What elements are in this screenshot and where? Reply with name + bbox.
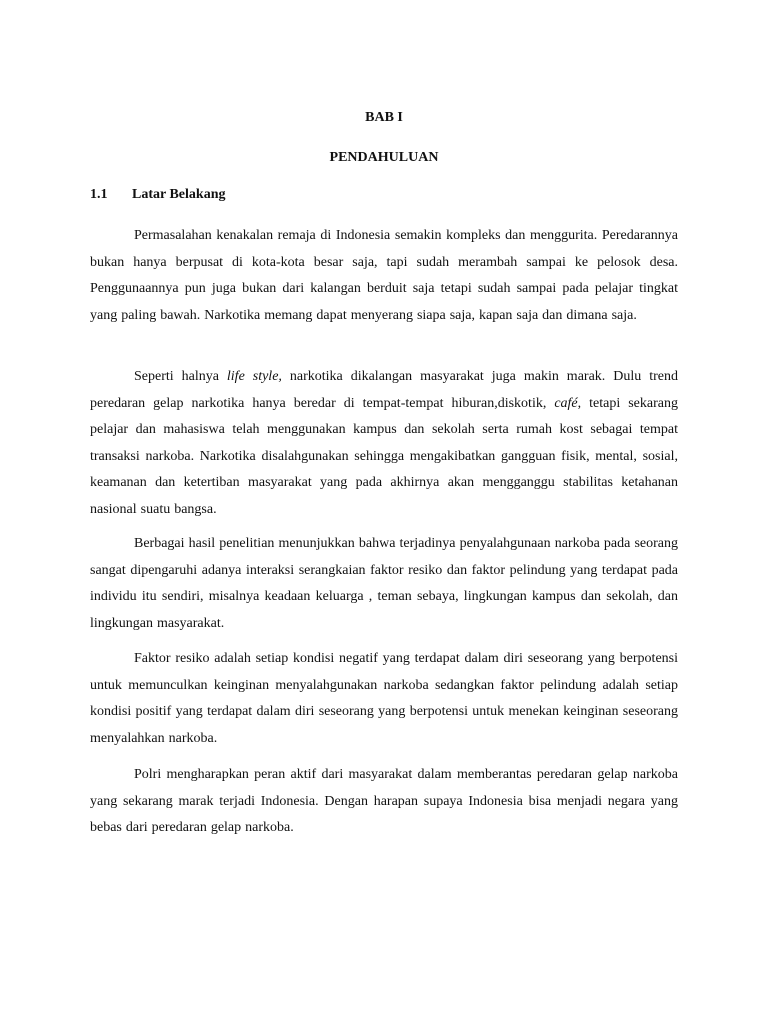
- paragraph-2-italic-cafe: café: [554, 395, 578, 411]
- paragraph-4: Faktor resiko adalah setiap kondisi negatif yang terdapat dalam diri seseorang yang berpotensi untuk memunculkan keinginan menyalahgunakan narkoba sedangkan faktor pelindung adalah setiap kondisi positif yang terdapat dalam diri seseorang yang berpotensi untuk menekan keinginan seseorang menyalahkan narkoba.: [90, 651, 678, 746]
- paragraph-1: Permasalahan kenakalan remaja di Indonesia semakin kompleks dan menggurita. Peredarannya bukan hanya berpusat di kota-kota besar saja, tapi sudah merambah sampai ke pelosok desa. Penggunaannya pun juga bukan dari kalangan berduit saja tetapi sudah sampai pada pelajar tingkat yang paling bawah. Narkotika memang dapat menyerang siapa saja, kapan saja dan dimana saja.: [90, 228, 678, 323]
- paragraph-2-part-3: , tetapi sekarang pelajar dan mahasiswa telah menggunakan kampus dan sekolah serta rumah kost sebagai tempat transaksi narkoba. Narkotika disalahgunakan sehingga mengakibatkan gangguan fisik, mental, sosial, keamanan dan ketertiban masyarakat yang pada akhirnya akan mengganggu stabilitas ketahanan nasional suatu bangsa.: [90, 395, 678, 517]
- section-heading: [90, 187, 225, 203]
- section-number: 1.1: [90, 187, 108, 202]
- paragraph-2-italic-life-style: life style,: [226, 369, 282, 384]
- paragraph-2-part-1: Seperti halnya: [134, 369, 227, 384]
- section-title: Latar Belakang: [132, 187, 226, 202]
- paragraph-5: Polri mengharapkan peran aktif dari masyarakat dalam memberantas peredaran gelap narkoba yang sekarang marak terjadi Indonesia. Dengan harapan supaya Indonesia bisa menjadi negara yang bebas dari peredaran gelap narkoba.: [90, 767, 678, 835]
- paragraph-2-part-2: narkotika dikalangan masyarakat juga makin marak. Dulu trend peredaran gelap narkotika hanya beredar di tempat-tempat hiburan,diskotik,: [90, 369, 678, 411]
- chapter-title: PENDAHULUAN: [329, 150, 439, 165]
- paragraph-2: [90, 364, 678, 523]
- chapter-number: BAB I: [365, 110, 403, 125]
- paragraph-3: Berbagai hasil penelitian menunjukkan bahwa terjadinya penyalahgunaan narkoba pada seorang sangat dipengaruhi adanya interaksi serangkaian faktor resiko dan faktor pelindung yang terdapat pada individu itu sendiri, misalnya keadaan keluarga , teman sebaya, lingkungan kampus dan sekolah, dan lingkungan masyarakat.: [90, 536, 678, 631]
